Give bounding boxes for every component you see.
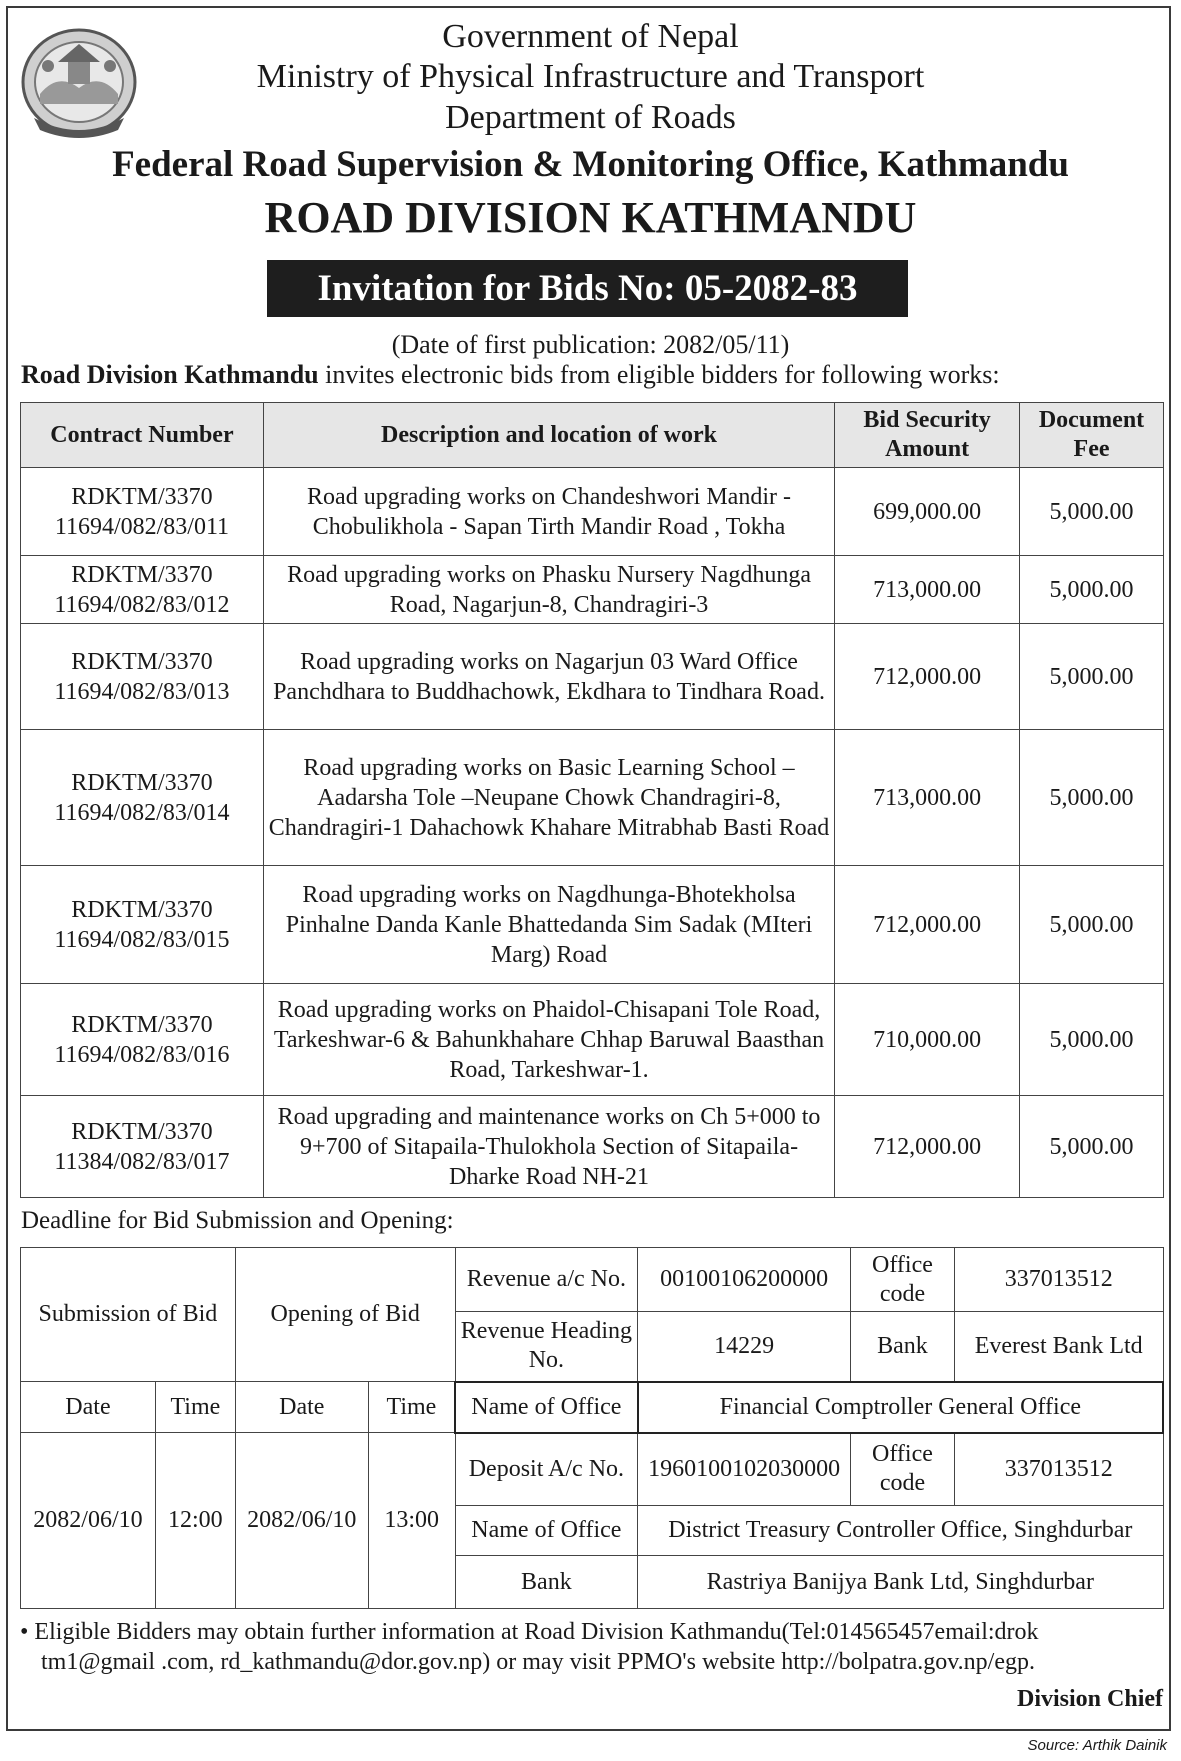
table-row (21, 1096, 1164, 1198)
revenue-ac-label: Revenue a/c No. (455, 1248, 638, 1312)
govt-title: Government of Nepal (442, 18, 739, 55)
bid-security-cell: 712,000.00 (835, 1096, 1020, 1198)
contract-number-cell: RDKTM/3370 11694/082/83/016 (21, 984, 264, 1096)
table-row (21, 866, 1164, 984)
document-fee-cell: 5,000.00 (1020, 866, 1164, 984)
contract-number-cell: RDKTM/3370 11694/082/83/013 (21, 624, 264, 730)
deposit-office-code: 337013512 (954, 1433, 1163, 1506)
division-title: ROAD DIVISION KATHMANDU (264, 193, 917, 242)
description-cell: Road upgrading works on Chandeshwori Mandir - Chobulikhola - Sapan Tirth Mandir Road , Tokha (263, 468, 834, 556)
col-description: Description and location of work (263, 403, 834, 468)
office-title: Federal Road Supervision & Monitoring Office, Kathmandu (112, 144, 1069, 185)
bank-label: Bank (851, 1312, 955, 1382)
table-row (21, 556, 1164, 624)
description-cell: Road upgrading works on Phaidol-Chisapani Tole Road, Tarkeshwar-6 & Bahunkhahare Chhap Baruwal Baasthan Road, Tarkeshwar-1. (263, 984, 834, 1096)
revenue-bank: Everest Bank Ltd (954, 1312, 1163, 1382)
name-of-office-label: Name of Office (455, 1382, 638, 1433)
deposit-ac-value: 1960100102030000 (638, 1433, 851, 1506)
bid-security-cell: 710,000.00 (835, 984, 1020, 1096)
description-cell: Road upgrading works on Nagarjun 03 Ward Office Panchdhara to Buddhachowk, Ekdhara to Tindhara Road. (263, 624, 834, 730)
description-cell: Road upgrading works on Basic Learning School –Aadarsha Tole –Neupane Chowk Chandragiri-8, Chandragiri-1 Dahachowk Khahare Mitrabhab Basti Road (263, 730, 834, 866)
deadline-table (20, 1247, 1164, 1609)
revenue-office-name: Financial Comptroller General Office (638, 1382, 1163, 1433)
submission-date-label: Date (21, 1382, 156, 1433)
note-line-2: tm1@gmail .com, rd_kathmandu@dor.gov.np) or may visit PPMO's website http://bolpatra.gov.np/egp. (41, 1649, 1035, 1675)
opening-of-bid-label: Opening of Bid (235, 1248, 455, 1382)
document-fee-cell: 5,000.00 (1020, 984, 1164, 1096)
col-contract-number: Contract Number (21, 403, 264, 468)
signature: Division Chief (1016, 1686, 1163, 1712)
document-fee-cell: 5,000.00 (1020, 730, 1164, 866)
submission-time-label: Time (155, 1382, 235, 1433)
deposit-office-name: District Treasury Controller Office, Singhdurbar (638, 1506, 1163, 1556)
information-note (20, 1617, 1160, 1677)
contract-number-cell: RDKTM/3370 11694/082/83/011 (21, 468, 264, 556)
table-row (21, 624, 1164, 730)
bid-security-cell: 699,000.00 (835, 468, 1020, 556)
bid-security-cell: 712,000.00 (835, 624, 1020, 730)
opening-date-label: Date (235, 1382, 368, 1433)
bullet-icon: • (20, 1619, 29, 1645)
document-fee-cell: 5,000.00 (1020, 624, 1164, 730)
bid-security-cell: 713,000.00 (835, 730, 1020, 866)
intro-rest: invites electronic bids from eligible bidders for following works: (318, 360, 1000, 389)
note-line-1: Eligible Bidders may obtain further information at Road Division Kathmandu(Tel:014565457email:drok (34, 1619, 1039, 1645)
source-credit: Source: Arthik Dainik (1027, 1737, 1167, 1754)
deposit-office-code-label: Office code (851, 1433, 955, 1506)
deposit-ac-label: Deposit A/c No. (455, 1433, 638, 1506)
bid-number-banner: Invitation for Bids No: 05-2082-83 (267, 260, 908, 317)
contract-number-cell: RDKTM/3370 11384/082/83/017 (21, 1096, 264, 1198)
revenue-heading-label: Revenue Heading No. (455, 1312, 638, 1382)
works-table (20, 402, 1164, 1198)
bid-security-cell: 713,000.00 (835, 556, 1020, 624)
revenue-office-code: 337013512 (954, 1248, 1163, 1312)
document-fee-cell: 5,000.00 (1020, 468, 1164, 556)
description-cell: Road upgrading works on Nagdhunga-Bhotekholsa Pinhalne Danda Kanle Bhattedanda Sim Sadak (MIteri Marg) Road (263, 866, 834, 984)
deposit-name-of-office-label: Name of Office (455, 1506, 638, 1556)
table-row (21, 468, 1164, 556)
contract-number-cell: RDKTM/3370 11694/082/83/014 (21, 730, 264, 866)
submission-of-bid-label: Submission of Bid (21, 1248, 236, 1382)
first-publication-date: (Date of first publication: 2082/05/11) (391, 330, 790, 359)
ministry-title: Ministry of Physical Infrastructure and Transport (256, 58, 925, 95)
description-cell: Road upgrading and maintenance works on Ch 5+000 to 9+700 of Sitapaila-Thulokhola Section of Sitapaila-Dharke Road NH-21 (263, 1096, 834, 1198)
contract-number-cell: RDKTM/3370 11694/082/83/015 (21, 866, 264, 984)
opening-time-label: Time (368, 1382, 455, 1433)
document-fee-cell: 5,000.00 (1020, 556, 1164, 624)
submission-time: 12:00 (155, 1433, 235, 1609)
document-fee-cell: 5,000.00 (1020, 1096, 1164, 1198)
col-document-fee: Document Fee (1020, 403, 1164, 468)
opening-time: 13:00 (368, 1433, 455, 1609)
deposit-bank: Rastriya Banijya Bank Ltd, Singhdurbar (638, 1556, 1163, 1609)
intro-text (21, 360, 1000, 390)
submission-date: 2082/06/10 (21, 1433, 156, 1609)
revenue-heading-value: 14229 (638, 1312, 851, 1382)
table-row (21, 984, 1164, 1096)
office-code-label: Office code (851, 1248, 955, 1312)
deadline-heading: Deadline for Bid Submission and Opening: (21, 1207, 454, 1234)
bid-security-cell: 712,000.00 (835, 866, 1020, 984)
deposit-bank-label: Bank (455, 1556, 638, 1609)
description-cell: Road upgrading works on Phasku Nursery Nagdhunga Road, Nagarjun-8, Chandragiri-3 (263, 556, 834, 624)
col-bid-security: Bid Security Amount (835, 403, 1020, 468)
table-row (21, 730, 1164, 866)
revenue-ac-value: 00100106200000 (638, 1248, 851, 1312)
department-title: Department of Roads (445, 99, 736, 136)
contract-number-cell: RDKTM/3370 11694/082/83/012 (21, 556, 264, 624)
opening-date: 2082/06/10 (235, 1433, 368, 1609)
intro-bold: Road Division Kathmandu (21, 360, 319, 389)
